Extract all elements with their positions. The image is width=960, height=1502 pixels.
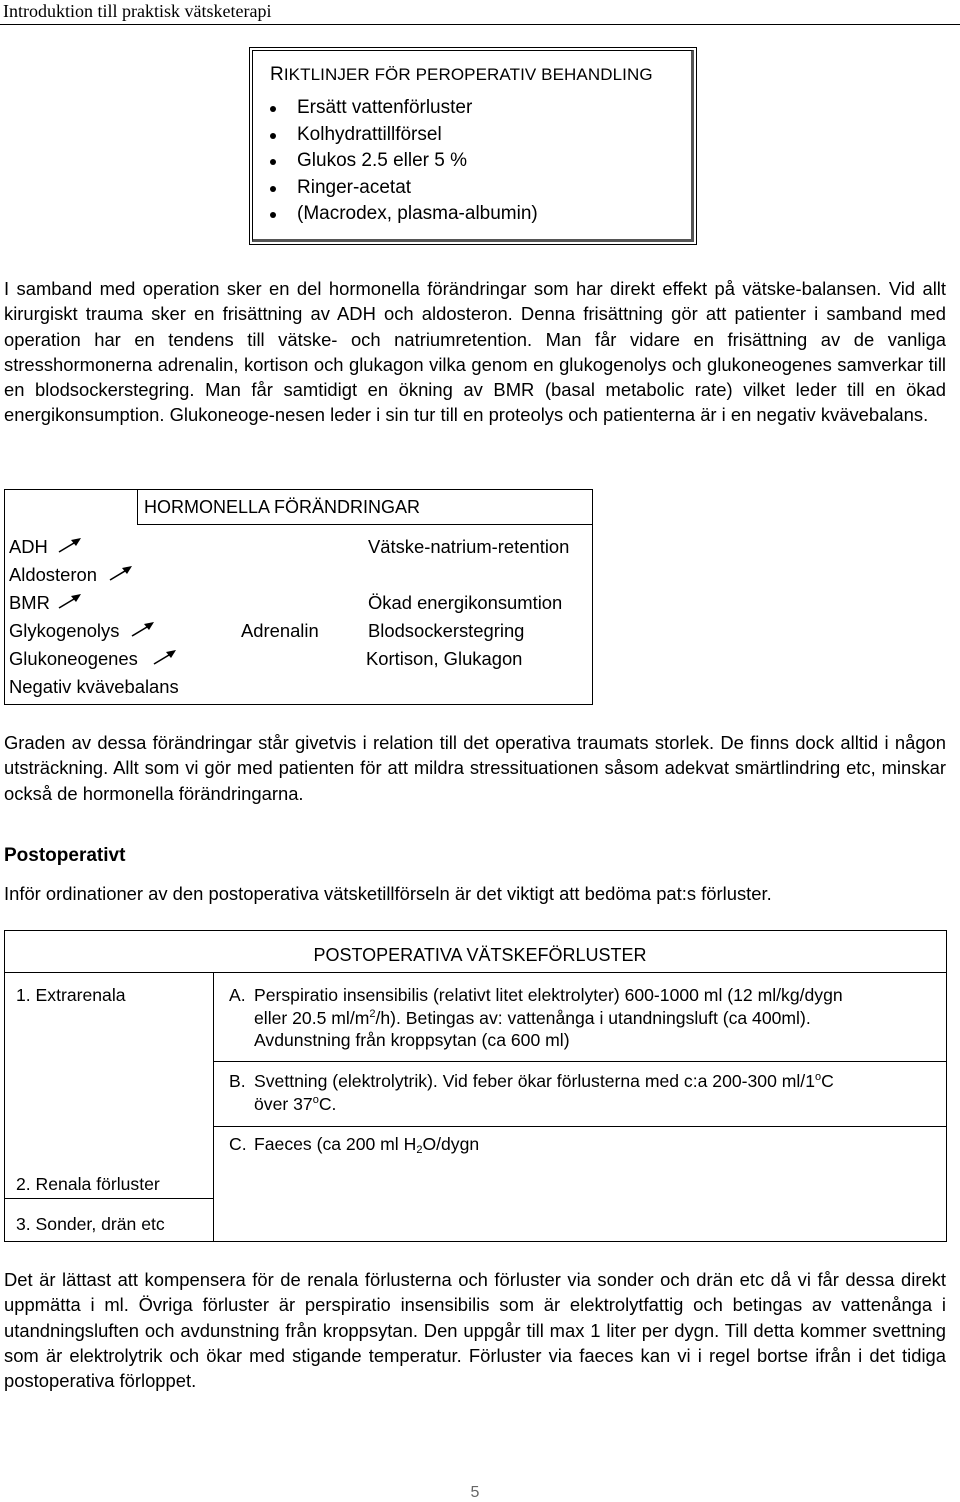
list-item: Kolhydrattillförsel bbox=[264, 122, 538, 149]
list-item: (Macrodex, plasma-albumin) bbox=[264, 201, 538, 228]
hormone-left-item: Negativ kvävebalans bbox=[9, 676, 179, 697]
hormone-right-item: Ökad energikonsumtion bbox=[368, 592, 563, 613]
hormone-left-item: BMR bbox=[9, 592, 50, 613]
page-header bbox=[0, 0, 960, 25]
guidelines-title: RIKTLINJER FÖR PEROPERATIV BEHANDLING bbox=[270, 64, 653, 85]
hormone-middle-item: Adrenalin bbox=[241, 620, 319, 641]
hormone-left-item: Glykogenolys bbox=[9, 620, 120, 641]
list-item: Glukos 2.5 eller 5 % bbox=[264, 148, 538, 175]
losses-c-line: Faeces (ca 200 ml $H_2O$/dygn bbox=[254, 1134, 480, 1156]
losses-a-line1: Perspiratio insensibilis (relativt litet elektrolyter) 600-1000 ml (12 ml/kg/dygn bbox=[254, 985, 843, 1005]
losses-a-letter: A. bbox=[229, 985, 246, 1005]
paragraph-compensation: Det är lättast att kompensera för de renala förlusterna och förluster via sonder och drän etc då vi får dessa direkt uppmätta i ml. Övriga förluster är perspiratio insensibilis som är elektrolytfattig och betingas av vattenånga i utandningsluften och avdunstning från kroppsytan. Den uppgår till max 1 liter per dygn. Till detta kommer svettning som är elektrolytrik och ökar med stigande temperatur. Förluster via faeces kan vi i regel bortse ifrån i det tidiga postoperativa förloppet. bbox=[4, 1269, 946, 1392]
guidelines-list bbox=[264, 95, 538, 228]
losses-title: POSTOPERATIVA VÄTSKEFÖRLUSTER bbox=[313, 945, 647, 965]
arrow-up-right-icon bbox=[57, 536, 83, 554]
page-number: 5 bbox=[470, 1484, 480, 1501]
hormone-left-item: Glukoneogenes bbox=[9, 648, 138, 669]
arrow-up-right-icon bbox=[152, 648, 178, 666]
hormone-left-item: Aldosteron bbox=[9, 564, 97, 585]
losses-c-letter: C. bbox=[229, 1134, 247, 1154]
losses-b-letter: B. bbox=[229, 1071, 246, 1091]
arrow-up-right-icon bbox=[108, 564, 134, 582]
losses-b-line1: Svettning (elektrolytrik). Vid feber ökar förlusterna med c:a 200-300 ml/1$^o$C bbox=[254, 1071, 834, 1091]
list-item: Ersätt vattenförluster bbox=[264, 95, 538, 122]
losses-row3-label: 3. Sonder, drän etc bbox=[16, 1214, 165, 1234]
paragraph-degree: Graden av dessa förändringar står givetvis i relation till det operativa traumats storlek. De finns dock alltid i någon utsträckning. Allt som vi gör med patienten för att mildra stressituationen såsom adekvat smärtlindring etc, minskar också de hormonella förändringarna. bbox=[4, 732, 946, 804]
losses-row2-label: 2. Renala förluster bbox=[16, 1174, 160, 1194]
list-item: Ringer-acetat bbox=[264, 175, 538, 202]
losses-b-line2: över 37$^o$C. bbox=[254, 1094, 337, 1114]
arrow-up-right-icon bbox=[57, 592, 83, 610]
paragraph-hormonal: I samband med operation sker en del hormonella förändringar som har direkt effekt på vätske-balansen. Vid allt kirurgiskt trauma sker en frisättning av ADH och aldosteron. Denna frisättning gör att patienter i samband med operation har en tendens till vätske- och natriumretention. Man får vidare en frisättning av de vanliga stresshormonerna adrenalin, kortison och glukagon vilka genom en glukogenolys och glukoneogenes samverkar till en blodsockerstegring. Man får samtidigt en ökning av BMR (basal metabolic rate) vilket leder till en ökad energikonsumption. Glukoneoge-nesen leder i sin tur till en proteolys och patienterna är i en negativ kvävebalans. bbox=[4, 278, 946, 426]
hormone-right-item: Blodsockerstegring bbox=[368, 620, 525, 641]
hormone-left-item: ADH bbox=[9, 536, 48, 557]
paragraph-orders: Inför ordinationer av den postoperativa vätsketillförseln är det viktigt att bedöma pat:s förluster. bbox=[4, 883, 772, 904]
losses-label-cell bbox=[4, 972, 214, 1199]
losses-a-line2: eller 20.5 $ml/m^2/h$). Betingas av: vattenånga i utandningsluft (ca 400ml). bbox=[254, 1008, 811, 1028]
hormone-right-item: Kortison, Glukagon bbox=[366, 648, 523, 669]
header-title: Introduktion till praktisk vätsketerapi bbox=[3, 1, 272, 21]
losses-row1-label: 1. Extrarenala bbox=[16, 985, 126, 1005]
losses-a-line3: Avdunstning från kroppsytan (ca 600 ml) bbox=[254, 1030, 570, 1050]
hormone-right-item: Vätske-natrium-retention bbox=[368, 536, 570, 557]
section-title-postoperative: Postoperativt bbox=[4, 845, 126, 866]
hormonal-title: HORMONELLA FÖRÄNDRINGAR bbox=[144, 497, 421, 517]
arrow-up-right-icon bbox=[130, 620, 156, 638]
